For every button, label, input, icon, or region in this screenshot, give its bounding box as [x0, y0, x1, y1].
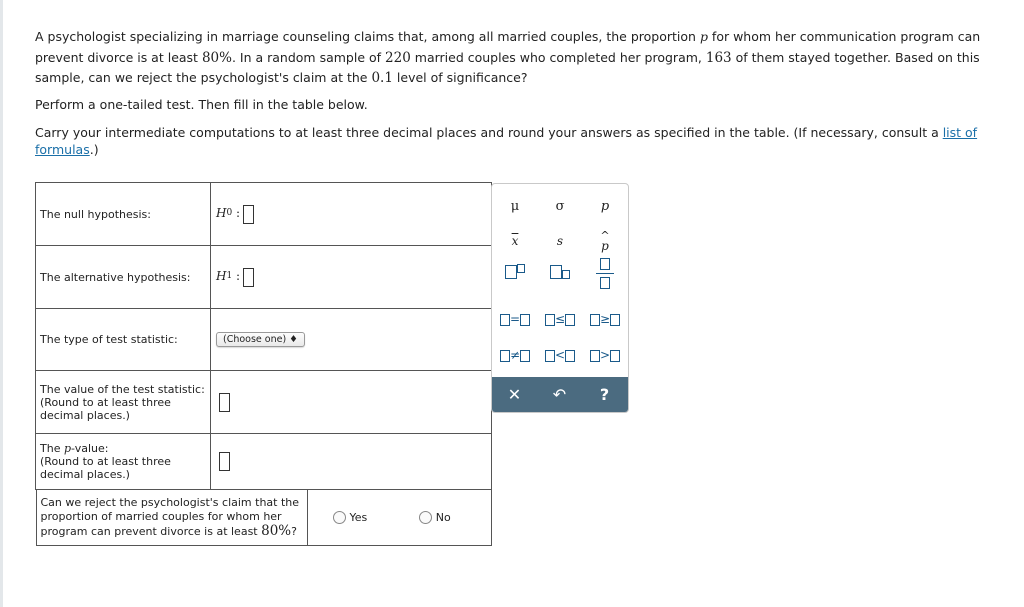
colon: :	[236, 269, 241, 283]
p-symbol: p	[63, 442, 72, 455]
question-text: proportion of married couples for whom her	[40, 510, 282, 523]
help-icon[interactable]: ?	[599, 385, 610, 404]
palette-footer	[492, 377, 628, 412]
p-value-cell	[211, 434, 492, 490]
null-hypothesis-cell	[211, 183, 492, 246]
reject-question	[36, 490, 307, 546]
test-statistic-type-select[interactable]: (Choose one) ♦	[216, 332, 305, 347]
hint-text: (Round to at least three	[40, 395, 171, 409]
test-statistic-value-cell	[211, 371, 492, 434]
box-icon	[505, 265, 517, 279]
label-text: The value of the test statistic:	[40, 382, 205, 396]
h-letter: H	[216, 269, 227, 283]
yes-option[interactable]	[333, 511, 368, 525]
table-row	[36, 183, 492, 246]
op-text: =	[509, 312, 521, 326]
hint-text: (Round to at least three	[40, 455, 171, 468]
xbar-text: $\overline{x}$	[511, 234, 519, 248]
not-equal-button[interactable]	[495, 348, 535, 362]
box-icon	[520, 350, 530, 362]
null-hypothesis-input[interactable]	[243, 205, 254, 224]
box-icon	[565, 314, 575, 326]
problem-text: level of significance?	[392, 70, 528, 85]
box-icon	[590, 350, 600, 362]
subscript: 0	[226, 208, 233, 218]
h-letter: H	[216, 206, 227, 220]
box-icon	[610, 314, 620, 326]
link-text: formulas	[35, 142, 90, 157]
answer-table	[35, 182, 492, 546]
table-row	[36, 246, 492, 309]
null-hypothesis-label: The null hypothesis:	[36, 183, 211, 246]
box-icon	[565, 350, 575, 362]
less-equal-button[interactable]	[540, 312, 580, 326]
greater-than-button[interactable]	[585, 348, 625, 362]
problem-text: married couples who completed her program,	[410, 49, 706, 65]
op-text: ≥	[599, 312, 611, 326]
box-icon	[517, 264, 525, 273]
test-statistic-type-label: The type of test statistic:	[36, 309, 211, 371]
greater-equal-button[interactable]	[585, 312, 625, 326]
phat-text: p	[601, 239, 609, 253]
box-icon	[550, 265, 562, 279]
box-icon	[610, 350, 620, 362]
phat-button[interactable]	[585, 230, 625, 251]
problem-text: . In a random sample of	[231, 49, 386, 65]
hint-text: decimal places.)	[40, 468, 130, 481]
box-icon	[500, 314, 510, 326]
carry-instruction	[35, 124, 1015, 158]
label-text: -value:	[71, 442, 109, 455]
mu-button[interactable]: μ	[510, 199, 520, 214]
percent-value: 80%	[201, 49, 232, 66]
yes-radio[interactable]	[333, 511, 346, 524]
sigma-button[interactable]: σ	[555, 199, 565, 214]
sample-size: 220	[385, 49, 411, 66]
subscript: 1	[226, 271, 233, 281]
p-value-label	[36, 434, 211, 490]
denominator-box-icon	[600, 277, 610, 289]
hat-icon: ^	[600, 229, 610, 242]
hint-text: decimal places.)	[40, 408, 130, 422]
fraction-bar-icon	[596, 273, 614, 274]
s-button[interactable]: s	[556, 234, 564, 248]
no-label: No	[435, 510, 451, 524]
table-row	[36, 490, 491, 546]
question-text: program can prevent divorce is at least	[40, 525, 262, 538]
superscript-button[interactable]	[495, 264, 535, 279]
problem-text: for whom her communication program can prevent divorce is at least	[35, 29, 981, 65]
carry-text: Carry your intermediate computations to at least three decimal places and round your answers as specified in the table. (If necessary, consult a	[35, 125, 943, 140]
instruction: Perform a one-tailed test. Then fill in the table below.	[35, 97, 368, 112]
reject-options	[307, 490, 491, 546]
no-option[interactable]	[419, 511, 451, 525]
h0-symbol	[216, 206, 240, 220]
p-symbol: p	[699, 29, 708, 44]
undo-icon[interactable]: ↶	[552, 385, 567, 404]
xbar-button[interactable]	[495, 234, 535, 248]
test-statistic-input[interactable]	[219, 393, 230, 412]
table-row	[36, 309, 492, 371]
op-text: ≤	[554, 312, 566, 326]
box-icon	[545, 350, 555, 362]
box-icon	[520, 314, 530, 326]
reject-subtable	[36, 490, 492, 546]
significance-level: 0.1	[371, 70, 393, 86]
table-row	[36, 434, 492, 490]
problem-statement	[35, 27, 1010, 89]
box-icon	[590, 314, 600, 326]
yes-label: Yes	[349, 510, 368, 524]
numerator-box-icon	[600, 258, 610, 270]
success-count: 163	[705, 49, 732, 66]
p-value-input[interactable]	[219, 452, 230, 471]
table-row	[36, 371, 492, 434]
p-button[interactable]: p	[600, 199, 610, 214]
test-statistic-type-cell	[211, 309, 492, 371]
left-border	[0, 0, 3, 607]
equals-button[interactable]	[495, 312, 535, 326]
alternative-hypothesis-cell	[211, 246, 492, 309]
fraction-button[interactable]	[585, 258, 625, 289]
colon: :	[236, 206, 241, 220]
op-text: >	[599, 348, 611, 362]
subscript-button[interactable]	[540, 264, 580, 279]
alternative-hypothesis-input[interactable]	[243, 268, 254, 287]
op-text: ≠	[509, 348, 521, 362]
percent-value: 80%	[261, 523, 292, 539]
less-than-button[interactable]	[540, 348, 580, 362]
table-row	[36, 490, 492, 547]
box-icon	[562, 270, 570, 279]
op-text: <	[554, 348, 566, 362]
box-icon	[545, 314, 555, 326]
problem-text: A psychologist specializing in marriage counseling claims that, among all married couples, the proportion	[35, 29, 700, 44]
link-text: list of	[942, 125, 978, 140]
problem-text: of them stayed together. Based on this sample, can we reject the psychologist's claim at the	[35, 49, 980, 85]
test-statistic-value-label	[36, 371, 211, 434]
clear-icon[interactable]: ✕	[507, 385, 522, 404]
carry-end: .)	[89, 142, 99, 157]
question-text: ?	[291, 525, 297, 538]
h1-symbol	[216, 269, 240, 283]
box-icon	[500, 350, 510, 362]
symbol-palette	[491, 183, 629, 413]
no-radio[interactable]	[419, 511, 432, 524]
question-text: Can we reject the psychologist's claim that the	[40, 496, 300, 509]
label-text: The	[40, 442, 64, 455]
alternative-hypothesis-label: The alternative hypothesis:	[36, 246, 211, 309]
reject-row	[36, 490, 492, 547]
